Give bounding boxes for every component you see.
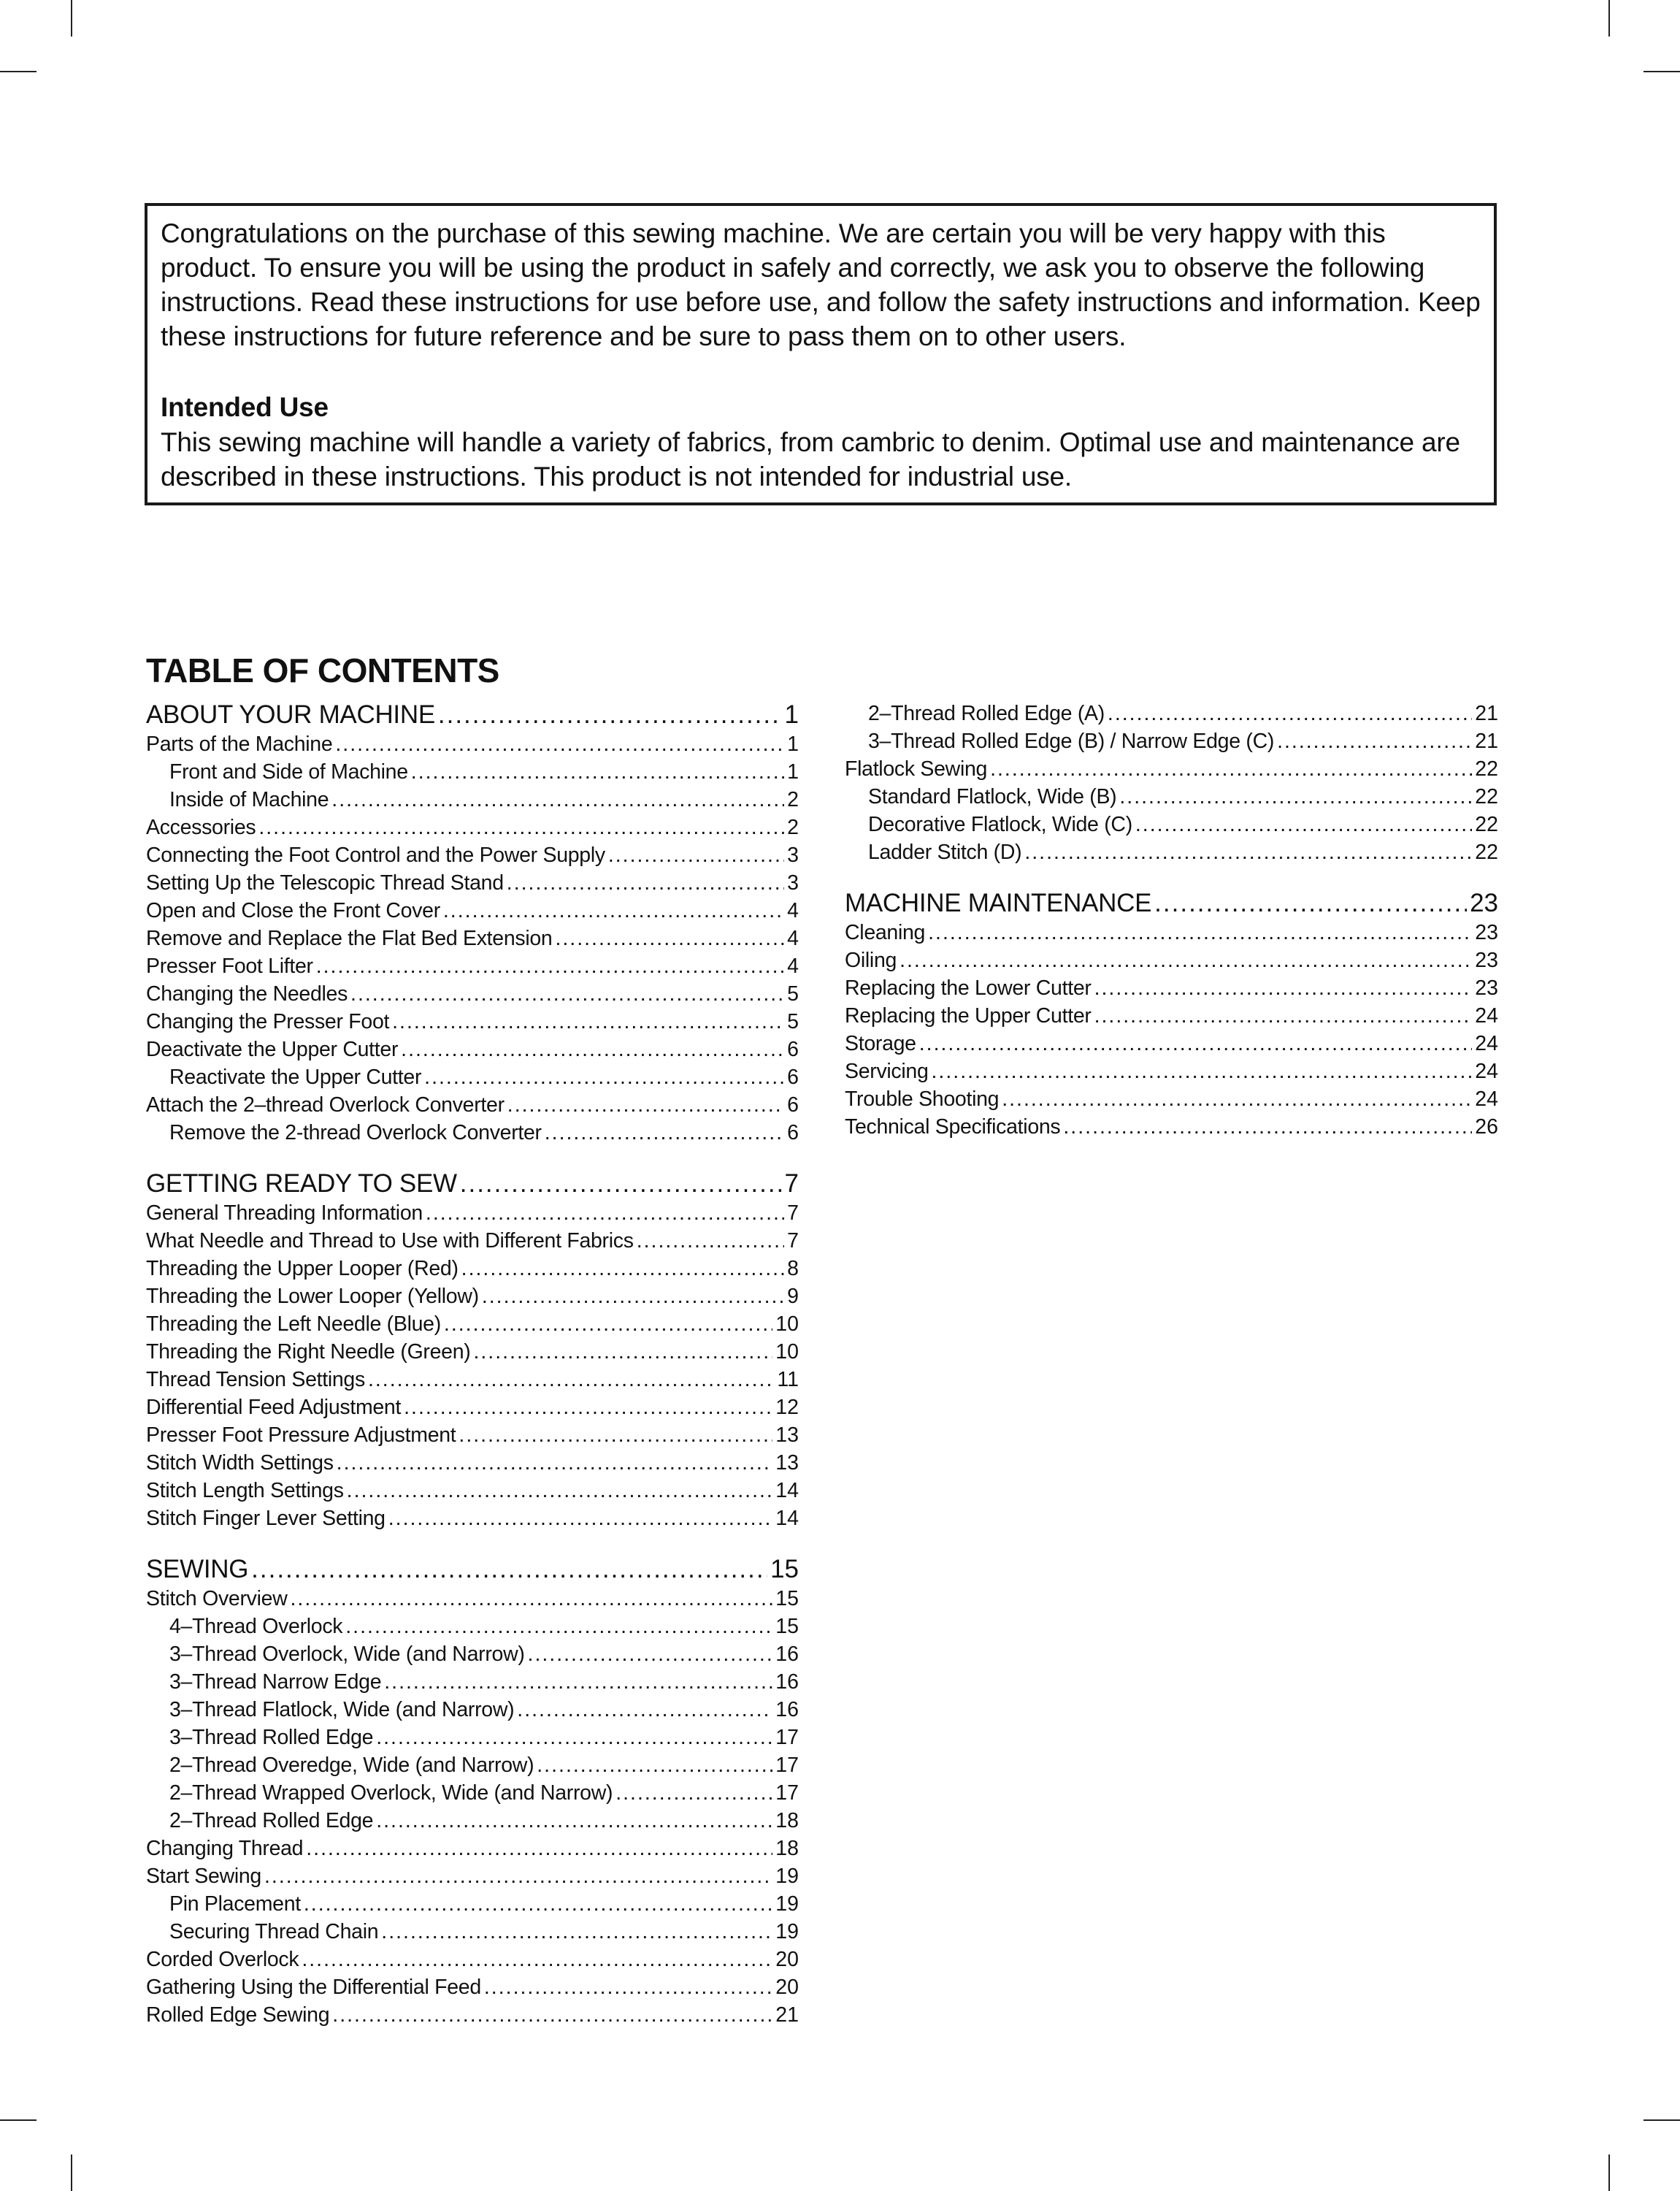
toc-leader-dots (1277, 727, 1472, 755)
toc-entry-page: 19 (775, 1920, 799, 1943)
toc-entry-page: 20 (775, 1948, 799, 1971)
toc-entry-label: Securing Thread Chain (169, 1920, 379, 1943)
toc-entry[interactable] (146, 1227, 799, 1255)
toc-entry[interactable] (146, 1751, 799, 1779)
toc-entry-label: Changing the Presser Foot (146, 1010, 390, 1033)
crop-mark (1643, 2119, 1680, 2121)
toc-entry-page: 24 (1475, 1032, 1498, 1055)
toc-title: TABLE OF CONTENTS (146, 651, 499, 689)
toc-entry[interactable] (146, 1696, 799, 1724)
toc-leader-dots (928, 919, 1472, 947)
intro-paragraph: Congratulations on the purchase of this sewing machine. We are certain you will be very happy with this product. To ensure you will be using the product in safely and correctly, we ask you to observe the following instructions. Read these instructions for use before use, and follow the safety instructions and information. Keep these instructions for future reference and be sure to pass them on to other users. (161, 218, 1481, 351)
intro-box (145, 203, 1497, 505)
toc-entry-label: Corded Overlock (146, 1948, 299, 1971)
toc-leader-dots (384, 1668, 772, 1696)
toc-entry-label: Start Sewing (146, 1865, 261, 1888)
toc-entry-label: Standard Flatlock, Wide (B) (868, 785, 1117, 808)
toc-entry-label: 3–Thread Flatlock, Wide (and Narrow) (169, 1698, 515, 1721)
toc-entry-page: 2 (787, 816, 799, 839)
toc-entry-page: 3 (787, 871, 799, 895)
toc-entry[interactable] (146, 1282, 799, 1310)
toc-entry-page: 26 (1475, 1115, 1498, 1139)
toc-entry-page: 16 (775, 1698, 799, 1721)
toc-leader-dots (258, 814, 784, 841)
toc-leader-dots (426, 1199, 784, 1227)
toc-entry-page: 1 (787, 760, 799, 784)
toc-entry-label: Setting Up the Telescopic Thread Stand (146, 871, 504, 895)
toc-entry-label: Gathering Using the Differential Feed (146, 1976, 481, 1999)
toc-entry-label: Trouble Shooting (845, 1087, 1000, 1111)
toc-leader-dots (264, 1862, 772, 1890)
toc-entry[interactable] (845, 755, 1498, 783)
toc-leader-dots (1154, 888, 1467, 919)
toc-leader-dots (350, 980, 784, 1008)
toc-leader-dots (345, 1613, 772, 1640)
toc-entry[interactable] (146, 1119, 799, 1147)
toc-leader-dots (545, 1119, 784, 1147)
toc-leader-dots (304, 1890, 772, 1918)
toc-entry-label: Servicing (845, 1060, 929, 1083)
toc-leader-dots (424, 1063, 784, 1091)
toc-entry-label: Oiling (845, 949, 897, 972)
toc-entry-page: 6 (787, 1093, 799, 1117)
toc-entry[interactable] (146, 1946, 799, 1973)
toc-entry-page: 7 (787, 1229, 799, 1253)
toc-entry-label: Replacing the Lower Cutter (845, 976, 1092, 1000)
toc-entry-label: Rolled Edge Sewing (146, 2003, 330, 2027)
toc-entry-label: Accessories (146, 816, 256, 839)
toc-entry-label: Deactivate the Upper Cutter (146, 1038, 399, 1061)
toc-entry-page: 15 (770, 1555, 799, 1583)
toc-leader-dots (401, 1036, 784, 1063)
toc-entry-label: 3–Thread Overlock, Wide (and Narrow) (169, 1643, 525, 1666)
toc-entry[interactable] (146, 1613, 799, 1640)
toc-section[interactable] (146, 1554, 799, 1585)
toc-entry-page: 19 (775, 1865, 799, 1888)
toc-entry-page: 22 (1475, 841, 1498, 864)
toc-entry[interactable] (146, 1421, 799, 1449)
toc-entry-page: 4 (787, 899, 799, 922)
toc-entry-page: 17 (775, 1754, 799, 1777)
toc-entry-label: Cleaning (845, 921, 926, 944)
toc-entry-page: 22 (1475, 813, 1498, 836)
toc-entry-label: Remove and Replace the Flat Bed Extension (146, 927, 553, 950)
toc-entry-page: 23 (1475, 949, 1498, 972)
toc-leader-dots (376, 1807, 772, 1835)
toc-leader-dots (444, 1310, 772, 1338)
toc-entry-page: 8 (787, 1257, 799, 1280)
toc-entry-page: 21 (1475, 730, 1498, 753)
toc-leader-dots (306, 1835, 772, 1862)
toc-leader-dots (484, 1973, 772, 2001)
toc-entry-label: Decorative Flatlock, Wide (C) (868, 813, 1132, 836)
toc-entry-label: Stitch Finger Lever Setting (146, 1507, 386, 1530)
crop-mark (1643, 71, 1680, 72)
toc-entry-page: 7 (784, 1169, 799, 1198)
toc-leader-dots (507, 869, 784, 897)
toc-entry-label: Presser Foot Pressure Adjustment (146, 1423, 456, 1447)
toc-leader-dots (438, 700, 782, 730)
toc-entry-page: 17 (775, 1726, 799, 1749)
toc-leader-dots (392, 1008, 784, 1036)
toc-entry[interactable] (845, 974, 1498, 1002)
toc-section[interactable] (845, 888, 1498, 919)
toc-entry-page: 14 (775, 1479, 799, 1502)
toc-entry-label: 3–Thread Narrow Edge (169, 1670, 382, 1694)
toc-entry-page: 6 (787, 1038, 799, 1061)
crop-mark (1608, 0, 1610, 37)
toc-entry-label: Thread Tension Settings (146, 1368, 365, 1391)
toc-entry[interactable] (146, 1918, 799, 1946)
toc-entry[interactable] (146, 1393, 799, 1421)
toc-leader-dots (332, 2001, 772, 2029)
toc-leader-dots (482, 1282, 784, 1310)
toc-leader-dots (537, 1751, 772, 1779)
toc-entry-page: 17 (775, 1781, 799, 1805)
toc-entry-label: Connecting the Foot Control and the Power Supply (146, 844, 605, 867)
toc-entry-label: Reactivate the Upper Cutter (169, 1066, 422, 1089)
toc-leader-dots (1024, 838, 1472, 866)
toc-section[interactable] (146, 700, 799, 730)
crop-mark (0, 2119, 37, 2121)
toc-leader-dots (919, 1030, 1473, 1058)
toc-entry-label: 4–Thread Overlock (169, 1615, 343, 1638)
toc-leader-dots (335, 730, 784, 758)
toc-entry-page: 4 (787, 955, 799, 978)
toc-leader-dots (1094, 1002, 1473, 1030)
toc-entry-page: 13 (775, 1423, 799, 1447)
toc-entry-label: Stitch Length Settings (146, 1479, 344, 1502)
toc-entry-label: Threading the Lower Looper (Yellow) (146, 1285, 479, 1308)
toc-entry-page: 21 (1475, 702, 1498, 725)
toc-entry-page: 24 (1475, 1087, 1498, 1111)
toc-entry-label: Remove the 2-thread Overlock Converter (169, 1121, 542, 1144)
toc-entry-page: 15 (775, 1587, 799, 1610)
toc-entry-label: Technical Specifications (845, 1115, 1061, 1139)
toc-leader-dots (316, 952, 784, 980)
intended-use-body: This sewing machine will handle a variety of fabrics, from cambric to denim. Optimal use and maintenance are described in these instructions. This product is not intended for industrial use. (161, 427, 1460, 492)
toc-leader-dots (460, 1169, 782, 1199)
toc-entry[interactable] (146, 869, 799, 897)
toc-entry[interactable] (146, 897, 799, 925)
crop-mark (71, 2154, 72, 2191)
toc-entry[interactable] (146, 1255, 799, 1282)
toc-entry-label: Inside of Machine (169, 788, 329, 811)
toc-entry[interactable] (146, 925, 799, 952)
toc-spacer (146, 1532, 799, 1554)
toc-entry[interactable] (146, 1973, 799, 2001)
toc-entry-label: Presser Foot Lifter (146, 955, 313, 978)
toc-entry-page: 10 (775, 1340, 799, 1364)
crop-mark (0, 71, 37, 72)
toc-leader-dots (388, 1504, 773, 1532)
toc-leader-dots (507, 1091, 784, 1119)
toc-entry-page: 13 (775, 1451, 799, 1475)
toc-entry[interactable] (146, 786, 799, 814)
toc-entry-label: Pin Placement (169, 1892, 301, 1916)
toc-entry-page: 24 (1475, 1060, 1498, 1083)
toc-entry-label: MACHINE MAINTENANCE (845, 889, 1152, 917)
toc-entry-label: Threading the Upper Looper (Red) (146, 1257, 459, 1280)
toc-leader-dots (555, 925, 784, 952)
toc-entry-page: 11 (777, 1368, 799, 1391)
toc-leader-dots (461, 1255, 784, 1282)
toc-entry-page: 6 (787, 1066, 799, 1089)
toc-entry-label: Ladder Stitch (D) (868, 841, 1022, 864)
toc-entry[interactable] (146, 1504, 799, 1532)
toc-entry[interactable] (146, 1779, 799, 1807)
toc-entry[interactable] (146, 1835, 799, 1862)
toc-entry-page: 16 (775, 1670, 799, 1694)
toc-leader-dots (302, 1946, 772, 1973)
toc-column-right (845, 700, 1498, 1141)
toc-entry-page: 23 (1470, 889, 1498, 917)
toc-entry[interactable] (845, 1085, 1498, 1113)
toc-entry[interactable] (845, 947, 1498, 974)
toc-entry-label: What Needle and Thread to Use with Different Fabrics (146, 1229, 634, 1253)
toc-leader-dots (443, 897, 784, 925)
toc-leader-dots (290, 1585, 772, 1613)
toc-entry-page: 3 (787, 844, 799, 867)
toc-entry[interactable] (146, 1366, 799, 1393)
toc-leader-dots (1119, 783, 1472, 811)
toc-entry-page: 12 (775, 1396, 799, 1419)
toc-leader-dots (1135, 811, 1472, 838)
toc-entry[interactable] (146, 1668, 799, 1696)
toc-entry-page: 22 (1475, 785, 1498, 808)
toc-column-left (146, 700, 799, 2029)
toc-entry[interactable] (845, 700, 1498, 727)
toc-entry-label: Changing the Needles (146, 982, 348, 1006)
toc-entry[interactable] (845, 727, 1498, 755)
toc-entry-page: 15 (775, 1615, 799, 1638)
toc-entry-page: 23 (1475, 921, 1498, 944)
toc-leader-dots (368, 1366, 774, 1393)
toc-entry[interactable] (845, 838, 1498, 866)
toc-entry[interactable] (146, 1036, 799, 1063)
toc-entry-page: 1 (784, 700, 799, 729)
toc-entry-page: 5 (787, 1010, 799, 1033)
toc-leader-dots (528, 1640, 773, 1668)
toc-entry-label: SEWING (146, 1555, 249, 1583)
toc-entry[interactable] (146, 2001, 799, 2029)
toc-entry-page: 19 (775, 1892, 799, 1916)
toc-entry[interactable] (146, 1862, 799, 1890)
toc-entry-label: Parts of the Machine (146, 733, 333, 756)
toc-entry-page: 4 (787, 927, 799, 950)
toc-entry[interactable] (845, 1030, 1498, 1058)
toc-entry[interactable] (845, 811, 1498, 838)
toc-entry-label: 2–Thread Rolled Edge (169, 1809, 374, 1832)
toc-entry-label: Differential Feed Adjustment (146, 1396, 402, 1419)
toc-entry-label: Threading the Left Needle (Blue) (146, 1312, 441, 1336)
toc-entry-label: Replacing the Upper Cutter (845, 1004, 1092, 1028)
toc-entry-label: 2–Thread Wrapped Overlock, Wide (and Narrow) (169, 1781, 613, 1805)
toc-entry[interactable] (845, 1113, 1498, 1141)
toc-spacer (845, 866, 1498, 888)
toc-entry[interactable] (146, 1338, 799, 1366)
toc-entry-page: 2 (787, 788, 799, 811)
toc-leader-dots (337, 1449, 773, 1477)
toc-entry[interactable] (845, 1002, 1498, 1030)
toc-entry-label: Threading the Right Needle (Green) (146, 1340, 471, 1364)
toc-entry[interactable] (146, 1091, 799, 1119)
toc-leader-dots (376, 1724, 772, 1751)
toc-leader-dots (331, 786, 784, 814)
toc-entry-label: Storage (845, 1032, 916, 1055)
toc-entry-label: 3–Thread Rolled Edge (169, 1726, 374, 1749)
toc-entry-label: 3–Thread Rolled Edge (B) / Narrow Edge (C) (868, 730, 1275, 753)
toc-entry-page: 18 (775, 1809, 799, 1832)
toc-leader-dots (473, 1338, 772, 1366)
toc-leader-dots (251, 1554, 767, 1585)
toc-entry-label: 2–Thread Rolled Edge (A) (868, 702, 1105, 725)
toc-entry-label: ABOUT YOUR MACHINE (146, 700, 435, 729)
toc-entry[interactable] (146, 1585, 799, 1613)
toc-entry[interactable] (146, 1640, 799, 1668)
toc-entry-label: Flatlock Sewing (845, 757, 988, 781)
toc-entry[interactable] (146, 1807, 799, 1835)
toc-entry[interactable] (146, 1477, 799, 1504)
toc-leader-dots (411, 758, 784, 786)
toc-entry-page: 20 (775, 1976, 799, 1999)
toc-entry[interactable] (146, 1199, 799, 1227)
crop-mark (1608, 2154, 1610, 2191)
toc-entry-label: Attach the 2–thread Overlock Converter (146, 1093, 505, 1117)
toc-entry[interactable] (146, 841, 799, 869)
toc-leader-dots (932, 1058, 1473, 1085)
toc-entry-page: 22 (1475, 757, 1498, 781)
toc-leader-dots (637, 1227, 784, 1255)
toc-entry-page: 10 (775, 1312, 799, 1336)
toc-entry-page: 16 (775, 1643, 799, 1666)
crop-mark (71, 0, 72, 37)
toc-entry-page: 6 (787, 1121, 799, 1144)
toc-entry[interactable] (146, 730, 799, 758)
toc-entry-page: 18 (775, 1837, 799, 1860)
toc-leader-dots (1002, 1085, 1472, 1113)
toc-spacer (146, 1147, 799, 1169)
toc-entry[interactable] (845, 919, 1498, 947)
toc-section[interactable] (146, 1169, 799, 1199)
toc-entry-label: Stitch Overview (146, 1587, 288, 1610)
toc-entry[interactable] (146, 1063, 799, 1091)
toc-leader-dots (900, 947, 1472, 974)
toc-entry-label: GETTING READY TO SEW (146, 1169, 457, 1198)
toc-entry[interactable] (146, 1449, 799, 1477)
toc-entry-page: 24 (1475, 1004, 1498, 1028)
toc-leader-dots (608, 841, 784, 869)
toc-entry-page: 5 (787, 982, 799, 1006)
toc-leader-dots (347, 1477, 773, 1504)
toc-leader-dots (1108, 700, 1472, 727)
toc-entry-label: General Threading Information (146, 1201, 423, 1225)
toc-entry-page: 9 (787, 1285, 799, 1308)
toc-entry-label: Changing Thread (146, 1837, 304, 1860)
toc-entry-page: 23 (1475, 976, 1498, 1000)
toc-entry[interactable] (845, 1058, 1498, 1085)
toc-entry-label: 2–Thread Overedge, Wide (and Narrow) (169, 1754, 534, 1777)
toc-leader-dots (404, 1393, 772, 1421)
toc-entry[interactable] (146, 1724, 799, 1751)
toc-entry-label: Front and Side of Machine (169, 760, 408, 784)
toc-entry-label: Open and Close the Front Cover (146, 899, 440, 922)
toc-entry[interactable] (146, 980, 799, 1008)
toc-entry-page: 21 (775, 2003, 799, 2027)
toc-entry-label: Stitch Width Settings (146, 1451, 334, 1475)
toc-entry[interactable] (845, 783, 1498, 811)
toc-entry-page: 7 (787, 1201, 799, 1225)
toc-entry[interactable] (146, 952, 799, 980)
toc-entry[interactable] (146, 758, 799, 786)
intended-use-heading: Intended Use (161, 392, 329, 422)
toc-leader-dots (517, 1696, 772, 1724)
toc-entry-page: 1 (787, 733, 799, 756)
toc-entry-page: 14 (775, 1507, 799, 1530)
toc-leader-dots (381, 1918, 772, 1946)
toc-leader-dots (990, 755, 1472, 783)
toc-leader-dots (1094, 974, 1473, 1002)
toc-entry[interactable] (146, 1890, 799, 1918)
toc-entry[interactable] (146, 814, 799, 841)
toc-entry[interactable] (146, 1310, 799, 1338)
toc-leader-dots (1063, 1113, 1472, 1141)
toc-leader-dots (459, 1421, 772, 1449)
toc-entry[interactable] (146, 1008, 799, 1036)
toc-leader-dots (615, 1779, 772, 1807)
